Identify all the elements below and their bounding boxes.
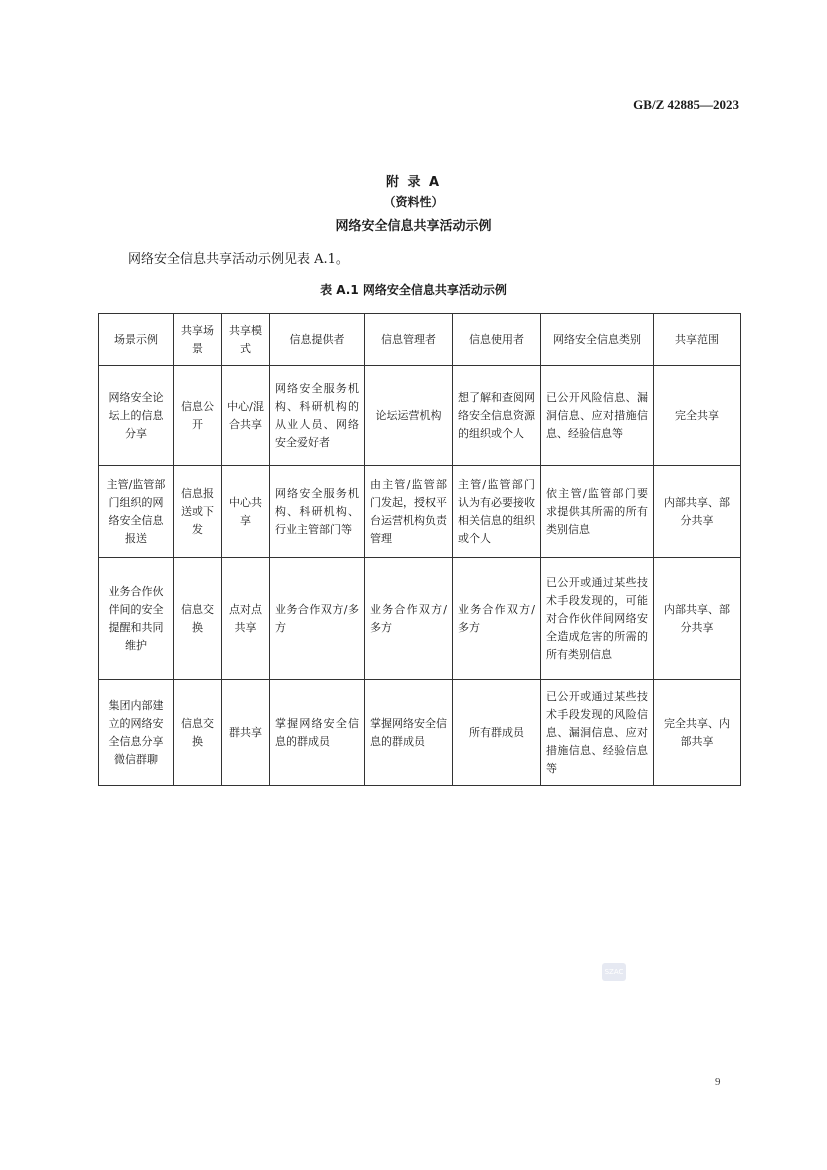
header-cell: 共享场景	[174, 314, 222, 366]
table-cell: 网络安全论坛上的信息分享	[99, 366, 174, 466]
header-cell: 共享模式	[222, 314, 270, 366]
table-row	[99, 558, 741, 680]
table-cell: 业务合作伙伴间的安全提醒和共同维护	[99, 558, 174, 680]
table-cell: 已公开风险信息、漏洞信息、应对措施信息、经验信息等	[541, 366, 654, 466]
table-row	[99, 680, 741, 786]
table-cell: 已公开或通过某些技术手段发现的，可能对合作伙伴间网络安全造成危害的所需的所有类别信息	[541, 558, 654, 680]
table-cell: 由主管/监管部门发起，授权平台运营机构负责管理	[365, 466, 453, 558]
table-cell: 网络安全服务机构、科研机构的从业人员、网络安全爱好者	[270, 366, 365, 466]
header-cell: 信息管理者	[365, 314, 453, 366]
table-cell: 集团内部建立的网络安全信息分享微信群聊	[99, 680, 174, 786]
sharing-examples-table	[98, 313, 741, 786]
table-cell: 信息交换	[174, 558, 222, 680]
watermark-logo: SZAC	[602, 963, 626, 981]
table-cell: 信息报送或下发	[174, 466, 222, 558]
intro-paragraph: 网络安全信息共享活动示例见表 A.1。	[128, 252, 349, 267]
header-cell: 信息使用者	[453, 314, 541, 366]
table-cell: 中心/混合共享	[222, 366, 270, 466]
table-cell: 主管/监管部门组织的网络安全信息报送	[99, 466, 174, 558]
table-cell: 点对点共享	[222, 558, 270, 680]
table-cell: 论坛运营机构	[365, 366, 453, 466]
table-row	[99, 366, 741, 466]
table-cell: 业务合作双方/多方	[270, 558, 365, 680]
table-cell: 网络安全服务机构、科研机构、行业主管部门等	[270, 466, 365, 558]
table-cell: 想了解和查阅网络安全信息资源的组织或个人	[453, 366, 541, 466]
table-cell: 内部共享、部分共享	[654, 558, 741, 680]
table-cell: 完全共享	[654, 366, 741, 466]
header-cell: 场景示例	[99, 314, 174, 366]
annex-label: 附 录 A	[385, 175, 442, 190]
table-cell: 依主管/监管部门要求提供其所需的所有类别信息	[541, 466, 654, 558]
header-cell: 网络安全信息类别	[541, 314, 654, 366]
table-cell: 业务合作双方/多方	[453, 558, 541, 680]
table-cell: 业务合作双方/多方	[365, 558, 453, 680]
page-number: 9	[715, 1076, 721, 1088]
table-cell: 内部共享、部分共享	[654, 466, 741, 558]
table-cell: 中心共享	[222, 466, 270, 558]
header-cell: 信息提供者	[270, 314, 365, 366]
table-caption: 表 A.1 网络安全信息共享活动示例	[320, 283, 507, 297]
table-cell: 所有群成员	[453, 680, 541, 786]
table-cell: 信息交换	[174, 680, 222, 786]
table-cell: 群共享	[222, 680, 270, 786]
header-cell: 共享范围	[654, 314, 741, 366]
table-cell: 掌握网络安全信息的群成员	[270, 680, 365, 786]
table-cell: 信息公开	[174, 366, 222, 466]
table-cell: 掌握网络安全信息的群成员	[365, 680, 453, 786]
table-header-row	[99, 314, 741, 366]
annex-nature: （资料性）	[383, 195, 444, 209]
table-cell: 完全共享、内部共享	[654, 680, 741, 786]
table-cell: 主管/监管部门认为有必要接收相关信息的组织或个人	[453, 466, 541, 558]
standard-code: GB/Z 42885—2023	[633, 97, 739, 112]
table-cell: 已公开或通过某些技术手段发现的风险信息、漏洞信息、应对措施信息、经验信息等	[541, 680, 654, 786]
annex-title: 网络安全信息共享活动示例	[335, 219, 492, 234]
table-row	[99, 466, 741, 558]
